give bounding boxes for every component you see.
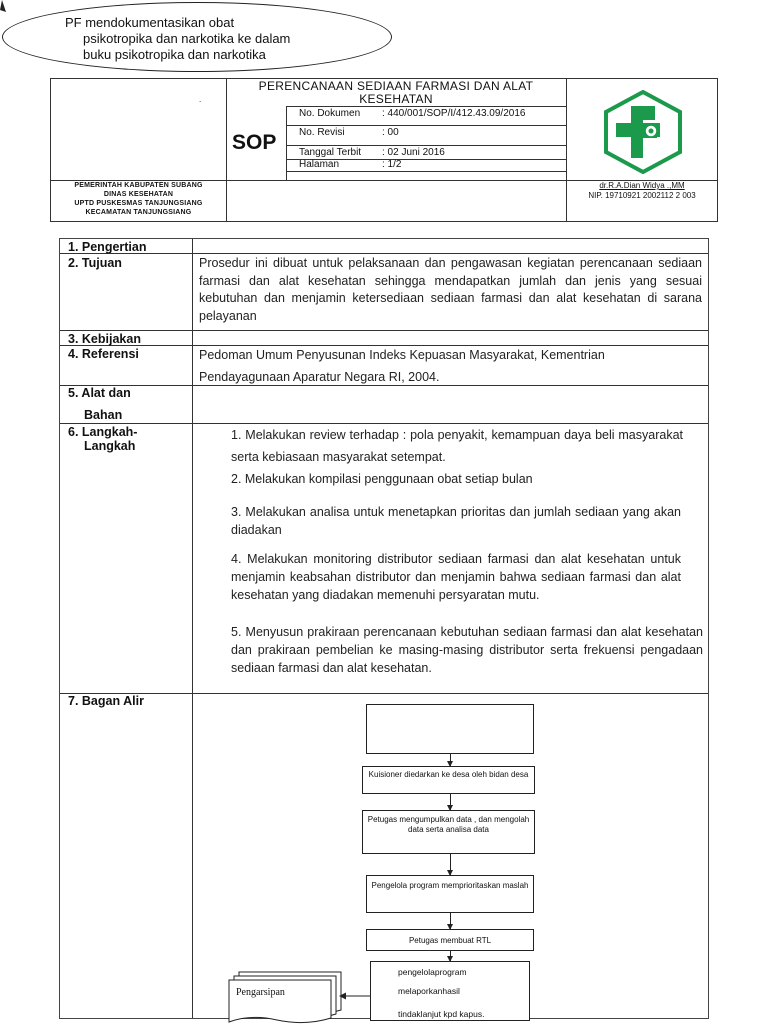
label-langkah-line-2: Langkah <box>84 439 136 453</box>
halaman-value: : 1/2 <box>382 159 402 170</box>
label-kebijakan: 3. Kebijakan <box>68 332 141 346</box>
org-line-2: DINAS KESEHATAN <box>103 191 174 198</box>
flow-arrow-2 <box>450 794 451 810</box>
org-line-4: KECAMATAN TANJUNGSIANG <box>85 209 192 216</box>
sop-label: SOP <box>232 131 277 154</box>
flow-arrow-5 <box>450 951 451 961</box>
flow-arrow-4 <box>450 913 451 929</box>
flow-box-rtl: Petugas membuat RTL <box>366 929 534 951</box>
signer-name: dr.R.A.Dian Widya .,MM <box>599 181 685 190</box>
step-3: 3. Melakukan analisa untuk menetapkan prioritas dan jumlah sediaan yang akan diadakan <box>231 505 681 537</box>
flow-start-box <box>366 704 534 754</box>
archive-label: Pengarsipan <box>236 987 285 998</box>
step-5: 5. Menyusun prakiraan perencanaan kebutuhan sediaan farmasi dan alat kesehatan dan prakiraan pembelian ke masing-masing distributor serta frekuensi pengadaan sediaan farmasi dan alat kesehatan. <box>231 625 703 675</box>
flow-arrow-3 <box>450 854 451 875</box>
flow-box-kuisioner: Kuisioner diedarkan ke desa oleh bidan desa <box>362 766 535 794</box>
label-langkah-line-1: 6. Langkah- <box>68 425 138 439</box>
step-1: 1. Melakukan review terhadap : pola penyakit, kemampuan daya beli masyarakat serta kebiasaan masyarakat setempat. <box>231 428 683 464</box>
org-line-1: PEMERINTAH KABUPATEN SUBANG <box>74 182 203 189</box>
laporan-line-2: melaporkanhasil <box>398 986 460 996</box>
referensi-line-2: Pendayagunaan Aparatur Negara RI, 2004. <box>199 370 440 384</box>
flow-box-prioritas: Pengelola program memprioritaskan maslah <box>366 875 534 913</box>
note-line-3: buku psikotropika dan narkotika <box>83 47 266 62</box>
label-alat-line-2: Bahan <box>84 408 123 422</box>
document-title <box>226 80 566 106</box>
tujuan-text: Prosedur ini dibuat untuk pelaksanaan dan pengawasan kegiatan perencanaan sediaan farmasi dan alat kesehatan sehingga mendapatkan jumlah dan jenis yang sesuai kebutuhan dan menjamin ketersediaan sediaan farmasi dan alat kesehatan di sarana pelayanan <box>199 256 702 323</box>
no-revisi-value: : 00 <box>382 127 399 138</box>
label-alat-line-1: 5. Alat dan <box>68 386 131 400</box>
label-bagan-alir: 7. Bagan Alir <box>68 694 144 708</box>
puskesmas-logo-icon <box>602 90 684 174</box>
corner-arrow-icon <box>0 0 12 20</box>
organization-block <box>51 181 226 217</box>
sop-header <box>50 78 718 222</box>
label-tujuan: 2. Tujuan <box>68 256 122 270</box>
title-line-2: KESEHATAN <box>359 92 433 106</box>
laporan-line-3: tindaklanjut kpd kapus. <box>398 1009 485 1019</box>
note-line-1: PF mendokumentasikan obat <box>65 15 235 30</box>
flow-box-pengumpulan: Petugas mengumpulkan data , dan mengolah data serta analisa data <box>362 810 535 854</box>
label-pengertian: 1. Pengertian <box>68 240 147 254</box>
flow-arrow-1 <box>450 754 451 766</box>
title-line-1: PERENCANAAN SEDIAAN FARMASI DAN ALAT <box>258 79 534 93</box>
no-dokumen-label: No. Dokumen <box>299 108 361 119</box>
flow-box-laporan <box>370 961 530 1021</box>
no-revisi-label: No. Revisi <box>299 127 345 138</box>
note-line-2: psikotropika dan narkotika ke dalam <box>83 31 291 46</box>
tanggal-value: : 02 Juni 2016 <box>382 147 445 158</box>
no-dokumen-value: : 440/001/SOP/I/412.43.09/2016 <box>382 108 526 119</box>
header-dot: . <box>199 95 202 104</box>
signer-nip: NIP. 19710921 2002112 2 003 <box>588 191 696 200</box>
referensi-line-1: Pedoman Umum Penyusunan Indeks Kepuasan Masyarakat, Kementrian <box>199 348 605 362</box>
note-oval <box>2 2 392 72</box>
halaman-label: Halaman <box>299 159 340 170</box>
tanggal-label: Tanggal Terbit <box>299 147 362 158</box>
label-referensi: 4. Referensi <box>68 347 139 361</box>
step-4: 4. Melakukan monitoring distributor sediaan farmasi dan alat kesehatan untuk menjamin keabsahan distributor dan menjamin bahwa sediaan farmasi dan alat kesehatan yang diadakan memenuhi persyaratan mutu. <box>231 552 681 602</box>
step-2: 2. Melakukan kompilasi penggunaan obat setiap bulan <box>231 472 533 486</box>
signer-block <box>567 181 717 201</box>
laporan-line-1: pengelolaprogram <box>398 967 467 977</box>
org-line-3: UPTD PUSKESMAS TANJUNGSIANG <box>74 200 203 207</box>
